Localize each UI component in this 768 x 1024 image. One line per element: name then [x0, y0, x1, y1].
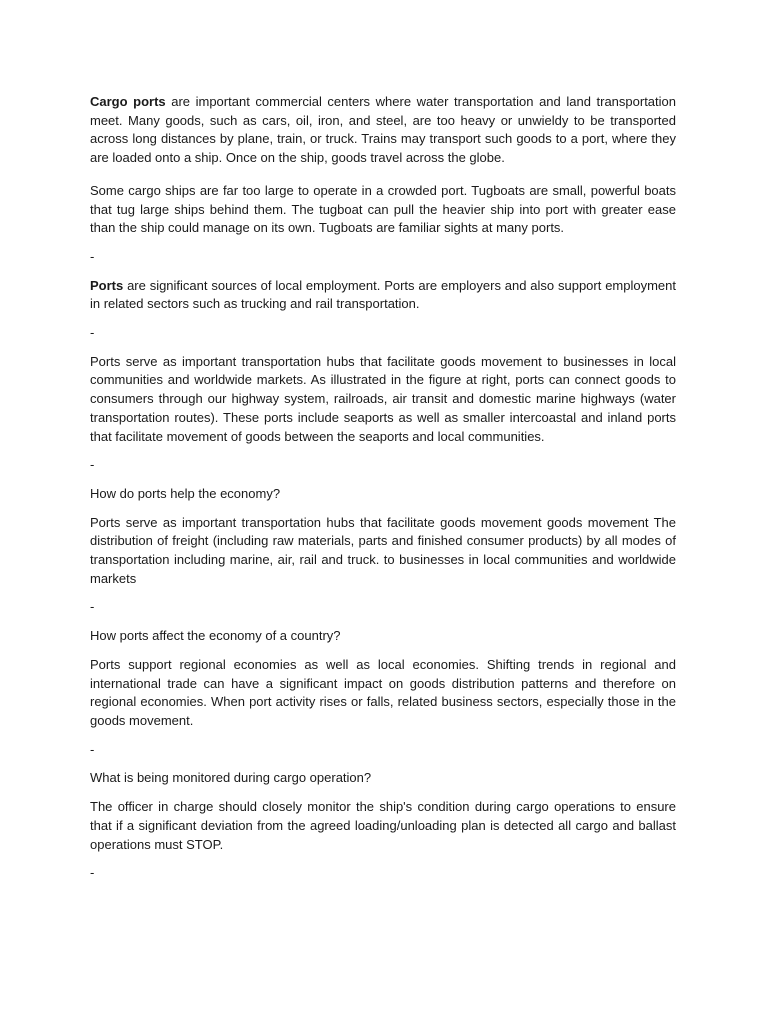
paragraph-tugboats-text: Some cargo ships are far too large to operate in a crowded port. Tugboats are small, powerful boats that tug large ships behind them. The tugboat can pull the heavier ship into port with greater ease than the ship could manage on its own. Tugboats are familiar sights at many ports. [90, 182, 676, 236]
paragraph-cargo-ports-text: are important commercial centers where water transportation and land transportation meet. Many goods, such as cars, oil, iron, and steel, are too heavy or unwieldy to be transported across long distances by plane, train, or truck. Trains may transport such goods to a port, where they are loaded onto a ship. Once on the ship, goods travel across the globe. [90, 94, 677, 166]
paragraph-cargo-ports [90, 93, 676, 168]
question-cargo-monitoring: What is being monitored during cargo operation? [90, 770, 372, 786]
answer-cargo-monitoring [90, 798, 676, 854]
paragraph-tugboats [90, 182, 676, 238]
paragraph-transportation-hubs-text: Ports serve as important transportation hubs that facilitate goods movement to businesses in local communities and worldwide markets. As illustrated in the figure at right, ports can connect goods to consumers through our highway system, railroads, air transit and domestic marine highways (water transportation routes). These ports include seaports as well as smaller intercoastal and inland ports that facilitate movement of goods between the seaports and local communities. [90, 353, 676, 444]
separator-dash: - [90, 741, 95, 757]
paragraph-ports-employment [90, 277, 676, 314]
question-economy-help: How do ports help the economy? [90, 485, 281, 501]
answer-economy-help [90, 514, 676, 589]
separator-dash: - [90, 865, 95, 881]
answer-cargo-monitoring-text: The officer in charge should closely monitor the ship's condition during cargo operations to ensure that if a significant deviation from the agreed loading/unloading plan is detected all cargo and ballast operations must STOP. [90, 799, 676, 852]
separator-dash: - [90, 457, 95, 473]
paragraph-ports-employment-text: are significant sources of local employment. Ports are employers and also support employment in related sectors such as trucking and rail transportation. [90, 277, 676, 312]
answer-economy-help-text: Ports serve as important transportation hubs that facilitate goods movement goods movement The distribution of freight (including raw materials, parts and finished consumer products) by all modes of transportation including marine, air, rail and truck. to businesses in local communities and worldwide markets [90, 514, 676, 586]
separator-dash: - [90, 599, 95, 615]
question-country-economy: How ports affect the economy of a country? [90, 628, 341, 644]
document-page [90, 93, 676, 883]
separator-dash: - [90, 248, 95, 264]
paragraph-transportation-hubs [90, 353, 676, 447]
answer-country-economy-text: Ports support regional economies as well as local economies. Shifting trends in regional and international trade can have a significant impact on goods distribution patterns and therefore on regional economies. When port activity rises or falls, related business sectors, especially those in the goods movement. [90, 656, 676, 728]
separator-dash: - [90, 325, 95, 341]
answer-country-economy [90, 656, 676, 731]
term-ports: Ports [90, 277, 124, 293]
term-cargo-ports: Cargo ports [90, 94, 166, 109]
